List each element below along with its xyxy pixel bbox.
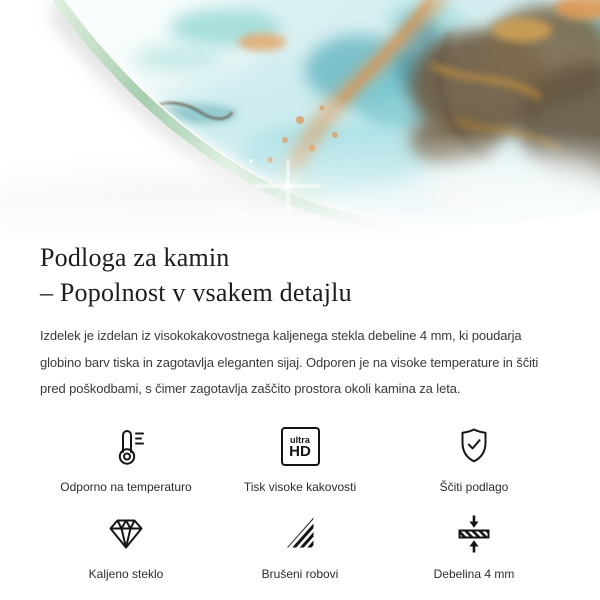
thickness-icon [452, 511, 496, 557]
feature-label: Odporno na temperaturo [60, 479, 192, 494]
hero-section [0, 0, 600, 237]
thermometer-icon [104, 424, 148, 470]
feature-label: Ščiti podlago [439, 479, 509, 494]
feature-item-thickness [388, 511, 560, 581]
feature-item-tempered-glass [40, 511, 212, 581]
product-description: Izdelek je izdelan iz visokokakovostnega kaljenega stekla debeline 4 mm, ki poudarja globino barv tiska in zagotavlja eleganten sijaj. Odporen je na visoke temperature in ščiti pred poškodbami, s čimer zagotavlja zaščito prostora okoli kamina za leta. [40, 328, 539, 396]
feature-label: Brušeni robovi [261, 566, 339, 581]
feature-grid [40, 424, 560, 598]
ultra-hd-text-top: ultra [289, 434, 310, 445]
page-title [40, 240, 560, 310]
diamond-icon [104, 511, 148, 557]
feature-label: Tisk visoke kakovosti [243, 479, 357, 494]
product-info-section [0, 240, 600, 598]
title-line-1: Podloga za kamin [40, 243, 230, 272]
feature-item-print-quality [214, 424, 386, 494]
feature-label: Debelina 4 mm [433, 566, 515, 581]
shield-check-icon [452, 424, 496, 470]
feature-item-protection [388, 424, 560, 494]
feature-label: Kaljeno steklo [88, 566, 164, 581]
beveled-edges-icon [278, 511, 322, 557]
title-line-2: – Popolnost v vsakem detajlu [40, 278, 352, 307]
feature-item-polished-edges [214, 511, 386, 581]
glass-panel-image [0, 0, 600, 237]
ultra-hd-text-bottom: HD [289, 442, 311, 460]
feature-item-temperature [40, 424, 212, 494]
ultra-hd-icon [281, 424, 320, 470]
